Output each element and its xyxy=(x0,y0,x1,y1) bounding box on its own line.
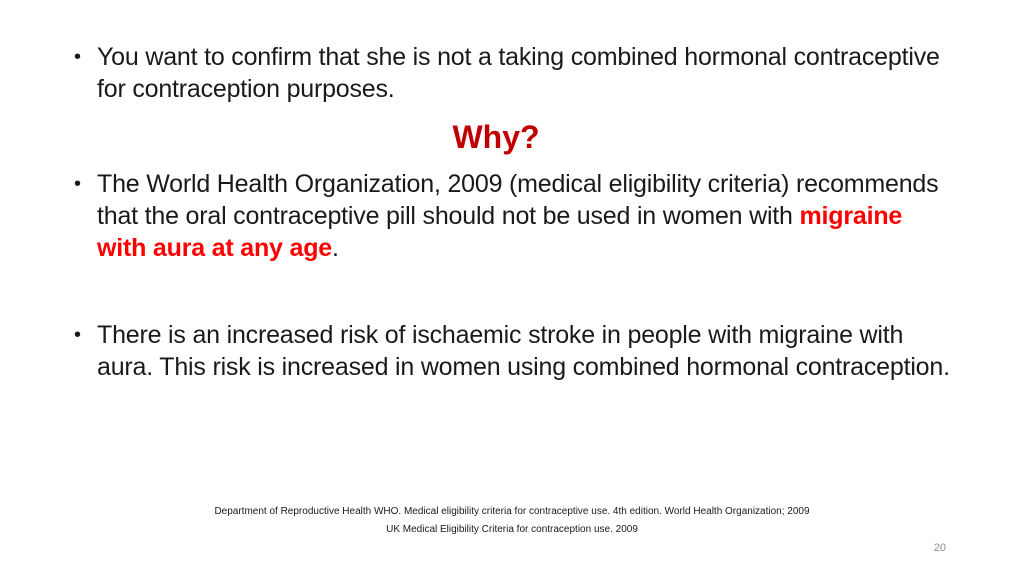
bullet-text: The World Health Organization, 2009 (medical eligibility criteria) recommends that the oral contraceptive pill should not be used in women with xyxy=(97,170,939,230)
bullet-text-end: . xyxy=(331,234,339,262)
bullet-marker: • xyxy=(74,46,82,68)
bullet-marker: • xyxy=(74,324,82,346)
highlight-migraine-aura: migraine with aura at any age xyxy=(97,202,903,262)
bullet-text-container xyxy=(97,168,954,264)
reference-who: Department of Reproductive Health WHO. Medical eligibility criteria for contraceptive use. 4th edition. World Health Organization; 2009 xyxy=(214,506,810,517)
bullet-text: There is an increased risk of ischaemic stroke in people with migraine with aura. This risk is increased in women using combined hormonal contraception. xyxy=(97,321,950,381)
why-heading: Why? xyxy=(452,119,540,155)
bullet-who-recommendation xyxy=(74,168,954,264)
page-number: 20 xyxy=(933,542,946,554)
bullet-text: You want to confirm that she is not a taking combined hormonal contraceptive for contraception purposes. xyxy=(97,43,940,103)
bullet-confirm-contraceptive xyxy=(74,41,954,105)
bullet-stroke-risk xyxy=(74,319,954,383)
bullet-marker: • xyxy=(74,173,82,195)
reference-uk-mec: UK Medical Eligibility Criteria for contraception use. 2009 xyxy=(386,524,638,535)
